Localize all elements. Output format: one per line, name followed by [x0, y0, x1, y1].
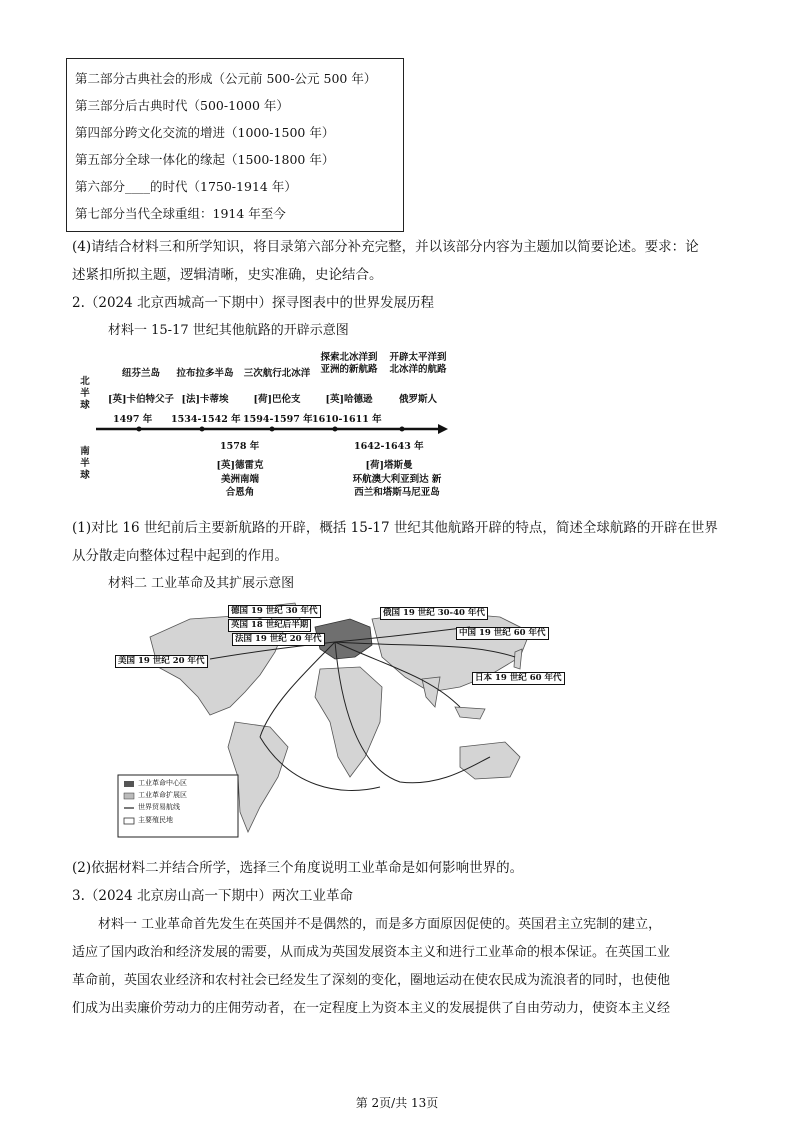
north-hemisphere-label: 北 半 球 [80, 376, 90, 411]
map-label-france: 法国 19 世纪 20 年代 [232, 633, 325, 646]
question-2-1-line-2: 从分散走向整体过程中起到的作用。 [72, 548, 288, 564]
event-explorer: [荷]巴伦支 [253, 394, 301, 405]
outline-line: 第五部分全球一体化的缘起（1500-1800 年） [75, 152, 335, 167]
legend-item: 主要殖民地 [138, 816, 173, 824]
timeline-figure [72, 348, 472, 508]
legend-item: 世界贸易航线 [138, 803, 180, 811]
event-year: 1578 年 [220, 441, 260, 452]
question-1-4-line-2: 述紧扣所拟主题，逻辑清晰，史实准确，史论结合。 [72, 267, 383, 283]
outline-line: 第六部分____的时代（1750-1914 年） [75, 179, 297, 194]
event-explorer: [法]卡蒂埃 [181, 394, 229, 405]
map-label-usa: 美国 19 世纪 20 年代 [115, 655, 208, 668]
event-description: 环航澳大利亚到达 新 西兰和塔斯马尼亚岛 [352, 474, 442, 498]
material-line: 们成为出卖廉价劳动力的庄佣劳动者，在一定程度上为资本主义的发展提供了自由劳动力，使资本主义经 [72, 1001, 671, 1016]
south-hemisphere-label: 南 半 球 [80, 446, 90, 481]
outline-box [66, 58, 404, 232]
event-year: 1610-1611 年 [312, 414, 382, 425]
outline-line: 第二部分古典社会的形成（公元前 500-公元 500 年） [75, 71, 377, 86]
event-title: 拉布拉多半岛 [176, 368, 234, 379]
event-description: 美洲南端 合恩角 [220, 474, 259, 498]
map-label-germany: 德国 19 世纪 30 年代 [228, 605, 321, 618]
event-year: 1642-1643 年 [354, 441, 424, 452]
outline-line: 第四部分跨文化交流的增进（1000-1500 年） [75, 125, 335, 140]
material-line: 革命前，英国农业经济和农村社会已经发生了深刻的变化，圈地运动在使农民成为流浪者的同时，也使他 [72, 973, 671, 988]
material-line: 适应了国内政治和经济发展的需要，从而成为英国发展资本主义和进行工业革命的根本保证。在英国工业 [72, 945, 671, 960]
material-2-title: 材料二 工业革命及其扩展示意图 [108, 576, 295, 591]
event-title: 纽芬兰岛 [121, 368, 160, 379]
event-explorer: [荷]塔斯曼 [365, 460, 413, 471]
material-line: 材料一 工业革命首先发生在英国并不是偶然的，而是多方面原因促使的。英国君主立宪制的建立， [98, 917, 662, 932]
map-label-japan: 日本 19 世纪 60 年代 [472, 672, 565, 685]
event-year: 1497 年 [113, 414, 153, 425]
question-2-heading: 2.（2024 北京西城高一下期中）探寻图表中的世界发展历程 [72, 295, 435, 311]
legend-item: 工业革命扩展区 [138, 791, 187, 799]
outline-line: 第七部分当代全球重组：1914 年至今 [75, 206, 286, 221]
event-title: 开辟太平洋到 北冰洋的航路 [389, 352, 447, 375]
event-title: 探索北冰洋到 亚洲的新航路 [320, 352, 378, 375]
question-2-1-line-1: (1)对比 16 世纪前后主要新航路的开辟，概括 15-17 世纪其他航路开辟的特点，简述全球航路的开辟在世界 [72, 520, 718, 536]
map-label-russia: 俄国 19 世纪 30-40 年代 [380, 607, 488, 620]
question-3-heading: 3.（2024 北京房山高一下期中）两次工业革命 [72, 888, 354, 904]
question-2-2: (2)依据材料二并结合所学，选择三个角度说明工业革命是如何影响世界的。 [72, 860, 524, 876]
industrial-revolution-map [110, 597, 575, 842]
event-explorer: 俄罗斯人 [398, 394, 437, 405]
map-label-britain: 英国 18 世纪后半期 [228, 619, 311, 632]
question-1-4-line-1: (4)请结合材料三和所学知识，将目录第六部分补充完整，并以该部分内容为主题加以简要论述。要求：论 [72, 239, 699, 255]
question-3-material-1 [72, 911, 732, 1023]
event-year: 1594-1597 年 [243, 414, 313, 425]
map-label-china: 中国 19 世纪 60 年代 [456, 627, 549, 640]
event-year: 1534-1542 年 [171, 414, 241, 425]
event-title: 三次航行北冰洋 [243, 368, 311, 379]
legend-item: 工业革命中心区 [138, 779, 187, 787]
outline-line: 第三部分后古典时代（500-1000 年） [75, 98, 289, 113]
event-explorer: [英]德雷克 [216, 460, 264, 471]
material-1-title: 材料一 15-17 世纪其他航路的开辟示意图 [108, 323, 349, 338]
page-footer: 第 2页/共 13页 [355, 1096, 439, 1110]
event-explorer: [英]哈德逊 [325, 394, 373, 405]
event-explorer: [英]卡伯特父子 [108, 394, 174, 405]
